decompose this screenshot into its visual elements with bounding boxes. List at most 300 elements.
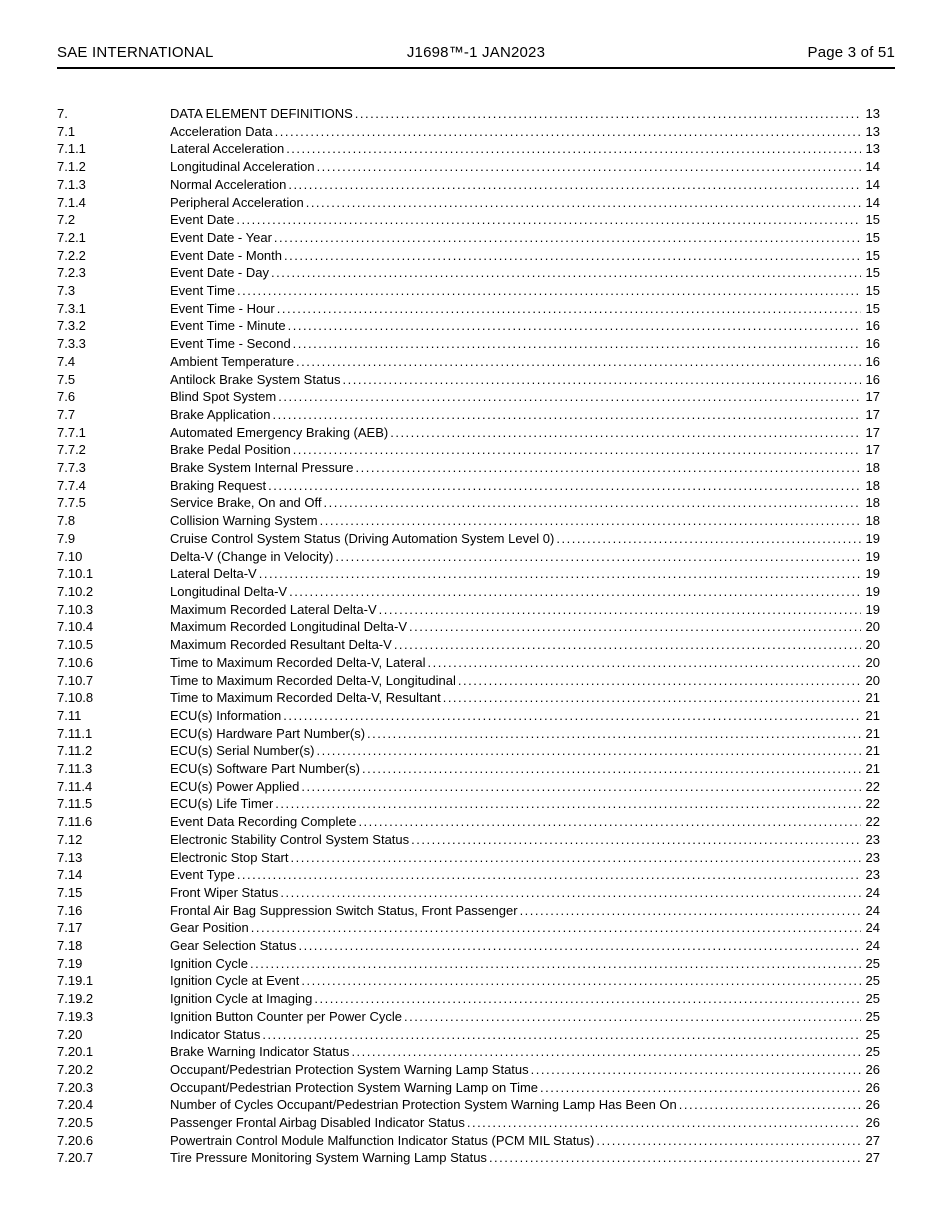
dot-leader: [394, 636, 861, 654]
header-organization: SAE INTERNATIONAL: [57, 44, 214, 61]
toc-entry-page: 25: [865, 955, 880, 971]
toc-entry-number: 7.5: [57, 371, 76, 387]
page-header: [57, 44, 895, 69]
toc-entry: [57, 866, 880, 884]
toc-entry: [57, 264, 880, 282]
toc-entry-page: 14: [865, 159, 880, 175]
toc-entry: [57, 565, 880, 583]
dot-leader: [556, 530, 861, 548]
toc-entry-page: 13: [865, 123, 880, 139]
toc-entry-number: 7.20.1: [57, 1044, 94, 1060]
dot-leader: [358, 813, 861, 831]
toc-entry-title: Event Time - Minute: [170, 318, 286, 334]
dot-leader: [355, 105, 861, 123]
toc-entry-title: Ignition Cycle at Imaging: [170, 991, 313, 1007]
toc-entry-page: 25: [865, 1044, 880, 1060]
toc-entry-page: 14: [865, 194, 880, 210]
toc-entry-title: Ambient Temperature: [170, 353, 295, 369]
toc-entry-page: 20: [865, 654, 880, 670]
dot-leader: [489, 1149, 861, 1167]
toc-entry-page: 27: [865, 1132, 880, 1148]
toc-entry-title: Acceleration Data: [170, 123, 273, 139]
toc-entry-title: ECU(s) Software Part Number(s): [170, 761, 360, 777]
toc-entry: [57, 1079, 880, 1097]
dot-leader: [250, 955, 861, 973]
toc-entry: [57, 371, 880, 389]
toc-entry-number: 7.20.4: [57, 1097, 94, 1113]
toc-entry-page: 18: [865, 513, 880, 529]
dot-leader: [520, 902, 861, 920]
toc-entry: [57, 707, 880, 725]
toc-entry-page: 25: [865, 1026, 880, 1042]
toc-entry-title: Brake Application: [170, 406, 271, 422]
toc-entry-title: Event Date - Day: [170, 265, 269, 281]
toc-entry-number: 7.3.1: [57, 300, 86, 316]
toc-entry-page: 24: [865, 902, 880, 918]
dot-leader: [251, 919, 861, 937]
toc-entry-page: 16: [865, 353, 880, 369]
toc-entry-page: 19: [865, 601, 880, 617]
toc-entry: [57, 1114, 880, 1132]
toc-entry-title: Maximum Recorded Lateral Delta-V: [170, 601, 377, 617]
toc-entry-page: 15: [865, 212, 880, 228]
dot-leader: [316, 742, 861, 760]
toc-entry-title: Maximum Recorded Resultant Delta-V: [170, 637, 392, 653]
toc-entry: [57, 654, 880, 672]
toc-entry-title: Event Date: [170, 212, 235, 228]
toc-entry-page: 25: [865, 1008, 880, 1024]
toc-entry-number: 7.11.1: [57, 725, 93, 741]
toc-entry-title: Normal Acceleration: [170, 176, 287, 192]
toc-entry: [57, 990, 880, 1008]
dot-leader: [275, 123, 861, 141]
toc-entry-number: 7.12: [57, 831, 83, 847]
toc-entry-page: 27: [865, 1150, 880, 1166]
toc-entry: [57, 548, 880, 566]
toc-entry-page: 19: [865, 530, 880, 546]
toc-entry-title: Longitudinal Acceleration: [170, 159, 315, 175]
toc-entry: [57, 972, 880, 990]
toc-entry-number: 7.: [57, 106, 68, 121]
dot-leader: [324, 494, 862, 512]
toc-entry-number: 7.20.3: [57, 1079, 94, 1095]
toc-entry-number: 7.3.3: [57, 336, 86, 352]
toc-entry: [57, 494, 880, 512]
toc-entry: [57, 406, 880, 424]
toc-entry-number: 7.3.2: [57, 318, 86, 334]
toc-entry-title: ECU(s) Serial Number(s): [170, 743, 315, 759]
toc-entry-title: Automated Emergency Braking (AEB): [170, 424, 389, 440]
toc-entry-title: Event Data Recording Complete: [170, 814, 357, 830]
toc-entry-title: ECU(s) Power Applied: [170, 778, 300, 794]
dot-leader: [351, 1043, 861, 1061]
toc-entry-title: Event Type: [170, 867, 235, 883]
dot-leader: [277, 300, 861, 318]
toc-entry-page: 22: [865, 778, 880, 794]
toc-entry: [57, 335, 880, 353]
toc-entry: [57, 459, 880, 477]
toc-entry: [57, 760, 880, 778]
toc-entry-page: 17: [865, 406, 880, 422]
toc-entry-page: 24: [865, 884, 880, 900]
toc-entry: [57, 530, 880, 548]
dot-leader: [237, 282, 861, 300]
toc-entry-title: Ignition Cycle at Event: [170, 973, 300, 989]
toc-entry: [57, 388, 880, 406]
dot-leader: [293, 441, 861, 459]
toc-entry-title: Longitudinal Delta-V: [170, 583, 288, 599]
toc-entry: [57, 1132, 880, 1150]
toc-entry-page: 24: [865, 920, 880, 936]
toc-entry-page: 17: [865, 424, 880, 440]
dot-leader: [367, 725, 861, 743]
toc-entry: [57, 300, 880, 318]
toc-entry-number: 7.18: [57, 938, 83, 954]
toc-entry: [57, 477, 880, 495]
toc-entry: [57, 1061, 880, 1079]
dot-leader: [278, 388, 861, 406]
toc-entry-page: 19: [865, 548, 880, 564]
toc-entry-number: 7.10.7: [57, 672, 94, 688]
toc-entry-page: 22: [865, 796, 880, 812]
toc-entry-page: 23: [865, 867, 880, 883]
toc-entry-title: Powertrain Control Module Malfunction Indicator Status (PCM MIL Status): [170, 1132, 595, 1148]
toc-entry-number: 7.7.3: [57, 460, 86, 476]
toc-entry-page: 13: [865, 141, 880, 157]
dot-leader: [301, 778, 861, 796]
dot-leader: [301, 972, 861, 990]
toc-entry-number: 7.2: [57, 212, 76, 228]
toc-entry-number: 7.11.5: [57, 796, 93, 812]
toc-entry-title: ECU(s) Hardware Part Number(s): [170, 725, 366, 741]
toc-entry: [57, 317, 880, 335]
toc-entry: [57, 1008, 880, 1026]
toc-entry-title: Occupant/Pedestrian Protection System Warning Lamp Status: [170, 1061, 529, 1077]
toc-entry-title: Time to Maximum Recorded Delta-V, Resultant: [170, 690, 441, 706]
toc-entry-page: 21: [865, 725, 880, 741]
toc-entry-title: Number of Cycles Occupant/Pedestrian Protection System Warning Lamp Has Been On: [170, 1097, 677, 1113]
dot-leader: [289, 583, 861, 601]
toc-entry-page: 19: [865, 566, 880, 582]
dot-leader: [293, 335, 861, 353]
toc-entry-number: 7.20.7: [57, 1150, 94, 1166]
toc-entry-number: 7.1.1: [57, 141, 86, 157]
toc-entry-page: 25: [865, 991, 880, 1007]
toc-entry-number: 7.13: [57, 849, 83, 865]
toc-entry-title: Frontal Air Bag Suppression Switch Status, Front Passenger: [170, 902, 518, 918]
toc-entry-number: 7.20: [57, 1026, 83, 1042]
toc-entry-title: Lateral Delta-V: [170, 566, 257, 582]
toc-entry: [57, 282, 880, 300]
toc-entry-title: Blind Spot System: [170, 389, 277, 405]
toc-entry-number: 7.10.1: [57, 566, 94, 582]
toc-entry-title: Brake Warning Indicator Status: [170, 1044, 350, 1060]
dot-leader: [237, 866, 861, 884]
toc-entry-number: 7.10.6: [57, 654, 94, 670]
toc-entry-title: Indicator Status: [170, 1026, 261, 1042]
toc-entry: [57, 1026, 880, 1044]
dot-leader: [404, 1008, 861, 1026]
toc-entry-title: Brake Pedal Position: [170, 442, 291, 458]
toc-entry: [57, 884, 880, 902]
toc-entry-title: Tire Pressure Monitoring System Warning Lamp Status: [170, 1150, 487, 1166]
dot-leader: [540, 1079, 861, 1097]
dot-leader: [467, 1114, 861, 1132]
toc-entry: [57, 672, 880, 690]
toc-entry-title: Time to Maximum Recorded Delta-V, Longitudinal: [170, 672, 456, 688]
toc-entry: [57, 229, 880, 247]
toc-entry-number: 7.2.2: [57, 247, 86, 263]
dot-leader: [390, 424, 861, 442]
toc-entry: [57, 176, 880, 194]
toc-entry-number: 7.10.8: [57, 690, 94, 706]
toc-entry-title: Event Time: [170, 283, 236, 299]
toc-entry-page: 16: [865, 318, 880, 334]
toc-entry-title: Gear Position: [170, 920, 249, 936]
toc-entry-page: 16: [865, 336, 880, 352]
toc-entry: [57, 583, 880, 601]
dot-leader: [679, 1096, 861, 1114]
toc-entry-number: 7.10: [57, 548, 83, 564]
toc-entry: [57, 140, 880, 158]
toc-entry-title: Electronic Stop Start: [170, 849, 289, 865]
toc-entry-number: 7.1.2: [57, 159, 86, 175]
toc-entry-page: 26: [865, 1097, 880, 1113]
toc-entry-title: Maximum Recorded Longitudinal Delta-V: [170, 619, 408, 635]
toc-entry-title: Braking Request: [170, 477, 267, 493]
toc-entry-number: 7.7: [57, 406, 76, 422]
dot-leader: [409, 618, 861, 636]
toc-entry-page: 18: [865, 460, 880, 476]
dot-leader: [280, 884, 861, 902]
toc-entry-page: 20: [865, 672, 880, 688]
toc-entry: [57, 512, 880, 530]
toc-entry-number: 7.10.2: [57, 583, 94, 599]
toc-entry-title: Front Wiper Status: [170, 884, 279, 900]
toc-entry-number: 7.8: [57, 513, 76, 529]
dot-leader: [428, 654, 861, 672]
toc-entry-title: Event Time - Hour: [170, 300, 275, 316]
toc-entry-number: 7.9: [57, 530, 76, 546]
toc-entry-title: Collision Warning System: [170, 513, 318, 529]
toc-entry-title: Ignition Button Counter per Power Cycle: [170, 1008, 402, 1024]
toc-entry-number: 7.10.3: [57, 601, 94, 617]
dot-leader: [275, 795, 861, 813]
toc-entry-page: 20: [865, 619, 880, 635]
toc-entry-title: DATA ELEMENT DEFINITIONS: [170, 106, 353, 121]
toc-entry-page: 26: [865, 1079, 880, 1095]
dot-leader: [283, 707, 861, 725]
toc-entry-number: 7.20.6: [57, 1132, 94, 1148]
toc-entry: [57, 1096, 880, 1114]
toc-entry: [57, 158, 880, 176]
toc-entry-page: 26: [865, 1061, 880, 1077]
toc-entry-number: 7.19: [57, 955, 83, 971]
toc-entry-page: 15: [865, 229, 880, 245]
toc-entry-page: 20: [865, 637, 880, 653]
toc-entry-title: Antilock Brake System Status: [170, 371, 341, 387]
toc-entry-number: 7.19.3: [57, 1008, 94, 1024]
toc-entry-number: 7.11.6: [57, 814, 93, 830]
toc-entry-page: 26: [865, 1115, 880, 1131]
toc-entry: [57, 778, 880, 796]
dot-leader: [271, 264, 861, 282]
dot-leader: [288, 317, 861, 335]
toc-entry: [57, 813, 880, 831]
toc-entry-page: 24: [865, 938, 880, 954]
toc-entry-page: 23: [865, 831, 880, 847]
dot-leader: [362, 760, 861, 778]
toc-entry-number: 7.7.1: [57, 424, 86, 440]
toc-entry-number: 7.10.5: [57, 637, 94, 653]
toc-entry-number: 7.20.5: [57, 1115, 94, 1131]
toc-entry-title: Occupant/Pedestrian Protection System Warning Lamp on Time: [170, 1079, 539, 1095]
toc-entry-title: Event Date - Month: [170, 247, 282, 263]
dot-leader: [306, 194, 861, 212]
toc-entry-number: 7.14: [57, 867, 83, 883]
toc-entry: [57, 919, 880, 937]
toc-entry-number: 7.11.4: [57, 778, 93, 794]
toc-list: [57, 105, 895, 1167]
toc-entry-title: Cruise Control System Status (Driving Automation System Level 0): [170, 530, 555, 546]
dot-leader: [320, 512, 861, 530]
toc-entry: [57, 795, 880, 813]
toc-entry: [57, 742, 880, 760]
toc-entry-page: 15: [865, 300, 880, 316]
toc-entry-number: 7.7.5: [57, 495, 86, 511]
dot-leader: [296, 353, 861, 371]
toc-entry: [57, 636, 880, 654]
toc-entry-page: 21: [865, 761, 880, 777]
toc-entry: [57, 247, 880, 265]
toc-entry-number: 7.17: [57, 920, 83, 936]
toc-entry-number: 7.20.2: [57, 1061, 94, 1077]
toc-entry-number: 7.15: [57, 884, 83, 900]
toc-entry-number: 7.2.1: [57, 229, 86, 245]
toc-entry-title: Ignition Cycle: [170, 955, 249, 971]
dot-leader: [379, 601, 861, 619]
dot-leader: [356, 459, 861, 477]
toc-entry-page: 21: [865, 707, 880, 723]
toc-entry: [57, 123, 880, 141]
toc-entry-page: 17: [865, 442, 880, 458]
dot-leader: [317, 158, 861, 176]
dot-leader: [443, 689, 861, 707]
toc-entry-number: 7.1: [57, 123, 76, 139]
toc-entry: [57, 937, 880, 955]
dot-leader: [272, 406, 861, 424]
toc-entry-number: 7.2.3: [57, 265, 86, 281]
toc-entry-page: 21: [865, 690, 880, 706]
dot-leader: [268, 477, 861, 495]
dot-leader: [288, 176, 861, 194]
dot-leader: [596, 1132, 861, 1150]
header-page-indicator: Page 3 of 51: [807, 44, 895, 61]
toc-entry-title: Lateral Acceleration: [170, 141, 285, 157]
toc-entry-number: 7.11.2: [57, 743, 93, 759]
toc-entry-number: 7.16: [57, 902, 83, 918]
toc-entry-page: 19: [865, 583, 880, 599]
toc-entry-title: Delta-V (Change in Velocity): [170, 548, 334, 564]
toc-entry-number: 7.10.4: [57, 619, 94, 635]
toc-entry: [57, 1149, 880, 1167]
dot-leader: [284, 247, 861, 265]
toc-entry-number: 7.7.2: [57, 442, 86, 458]
dot-leader: [411, 831, 861, 849]
toc-entry: [57, 105, 880, 123]
toc-entry: [57, 955, 880, 973]
dot-leader: [343, 371, 861, 389]
dot-leader: [335, 548, 861, 566]
dot-leader: [236, 211, 861, 229]
toc-entry: [57, 1043, 880, 1061]
toc-entry: [57, 353, 880, 371]
toc-entry-page: 15: [865, 283, 880, 299]
toc-entry-number: 7.11: [57, 707, 82, 723]
toc-entry-title: Passenger Frontal Airbag Disabled Indicator Status: [170, 1115, 465, 1131]
toc-entry: [57, 194, 880, 212]
toc-entry-page: 17: [865, 389, 880, 405]
toc-entry-number: 7.6: [57, 389, 76, 405]
toc-entry-number: 7.1.3: [57, 176, 86, 192]
toc-entry-page: 15: [865, 265, 880, 281]
toc-entry-number: 7.7.4: [57, 477, 86, 493]
toc-entry: [57, 689, 880, 707]
dot-leader: [291, 849, 862, 867]
dot-leader: [531, 1061, 861, 1079]
toc-entry-page: 15: [865, 247, 880, 263]
dot-leader: [262, 1026, 861, 1044]
toc-entry: [57, 725, 880, 743]
toc-entry-title: Peripheral Acceleration: [170, 194, 304, 210]
toc-entry-title: ECU(s) Information: [170, 707, 282, 723]
toc-entry-page: 16: [865, 371, 880, 387]
toc-entry: [57, 618, 880, 636]
toc-entry: [57, 831, 880, 849]
toc-entry: [57, 601, 880, 619]
toc-entry-page: 18: [865, 477, 880, 493]
toc-entry-number: 7.11.3: [57, 761, 93, 777]
dot-leader: [286, 140, 861, 158]
toc-entry-number: 7.1.4: [57, 194, 86, 210]
toc-entry-number: 7.19.1: [57, 973, 94, 989]
toc-entry-page: 21: [865, 743, 880, 759]
toc-entry: [57, 441, 880, 459]
dot-leader: [259, 565, 861, 583]
toc-entry-page: 14: [865, 176, 880, 192]
toc-entry-page: 25: [865, 973, 880, 989]
toc-entry-title: Service Brake, On and Off: [170, 495, 322, 511]
toc-entry: [57, 849, 880, 867]
toc-entry-title: Event Date - Year: [170, 229, 272, 245]
toc-entry-page: 18: [865, 495, 880, 511]
toc-entry-number: 7.4: [57, 353, 76, 369]
toc-entry-title: Electronic Stability Control System Status: [170, 831, 410, 847]
header-document-title: J1698™-1 JAN2023: [406, 44, 546, 61]
toc-entry-title: Brake System Internal Pressure: [170, 460, 354, 476]
toc-entry-page: 22: [865, 814, 880, 830]
toc-entry-title: Gear Selection Status: [170, 938, 297, 954]
dot-leader: [458, 672, 861, 690]
dot-leader: [274, 229, 861, 247]
toc-entry-title: ECU(s) Life Timer: [170, 796, 274, 812]
dot-leader: [298, 937, 861, 955]
toc-entry-page: 13: [865, 106, 880, 121]
toc-entry-title: Event Time - Second: [170, 336, 291, 352]
toc-entry: [57, 211, 880, 229]
toc-entry: [57, 424, 880, 442]
toc-entry-number: 7.3: [57, 283, 76, 299]
